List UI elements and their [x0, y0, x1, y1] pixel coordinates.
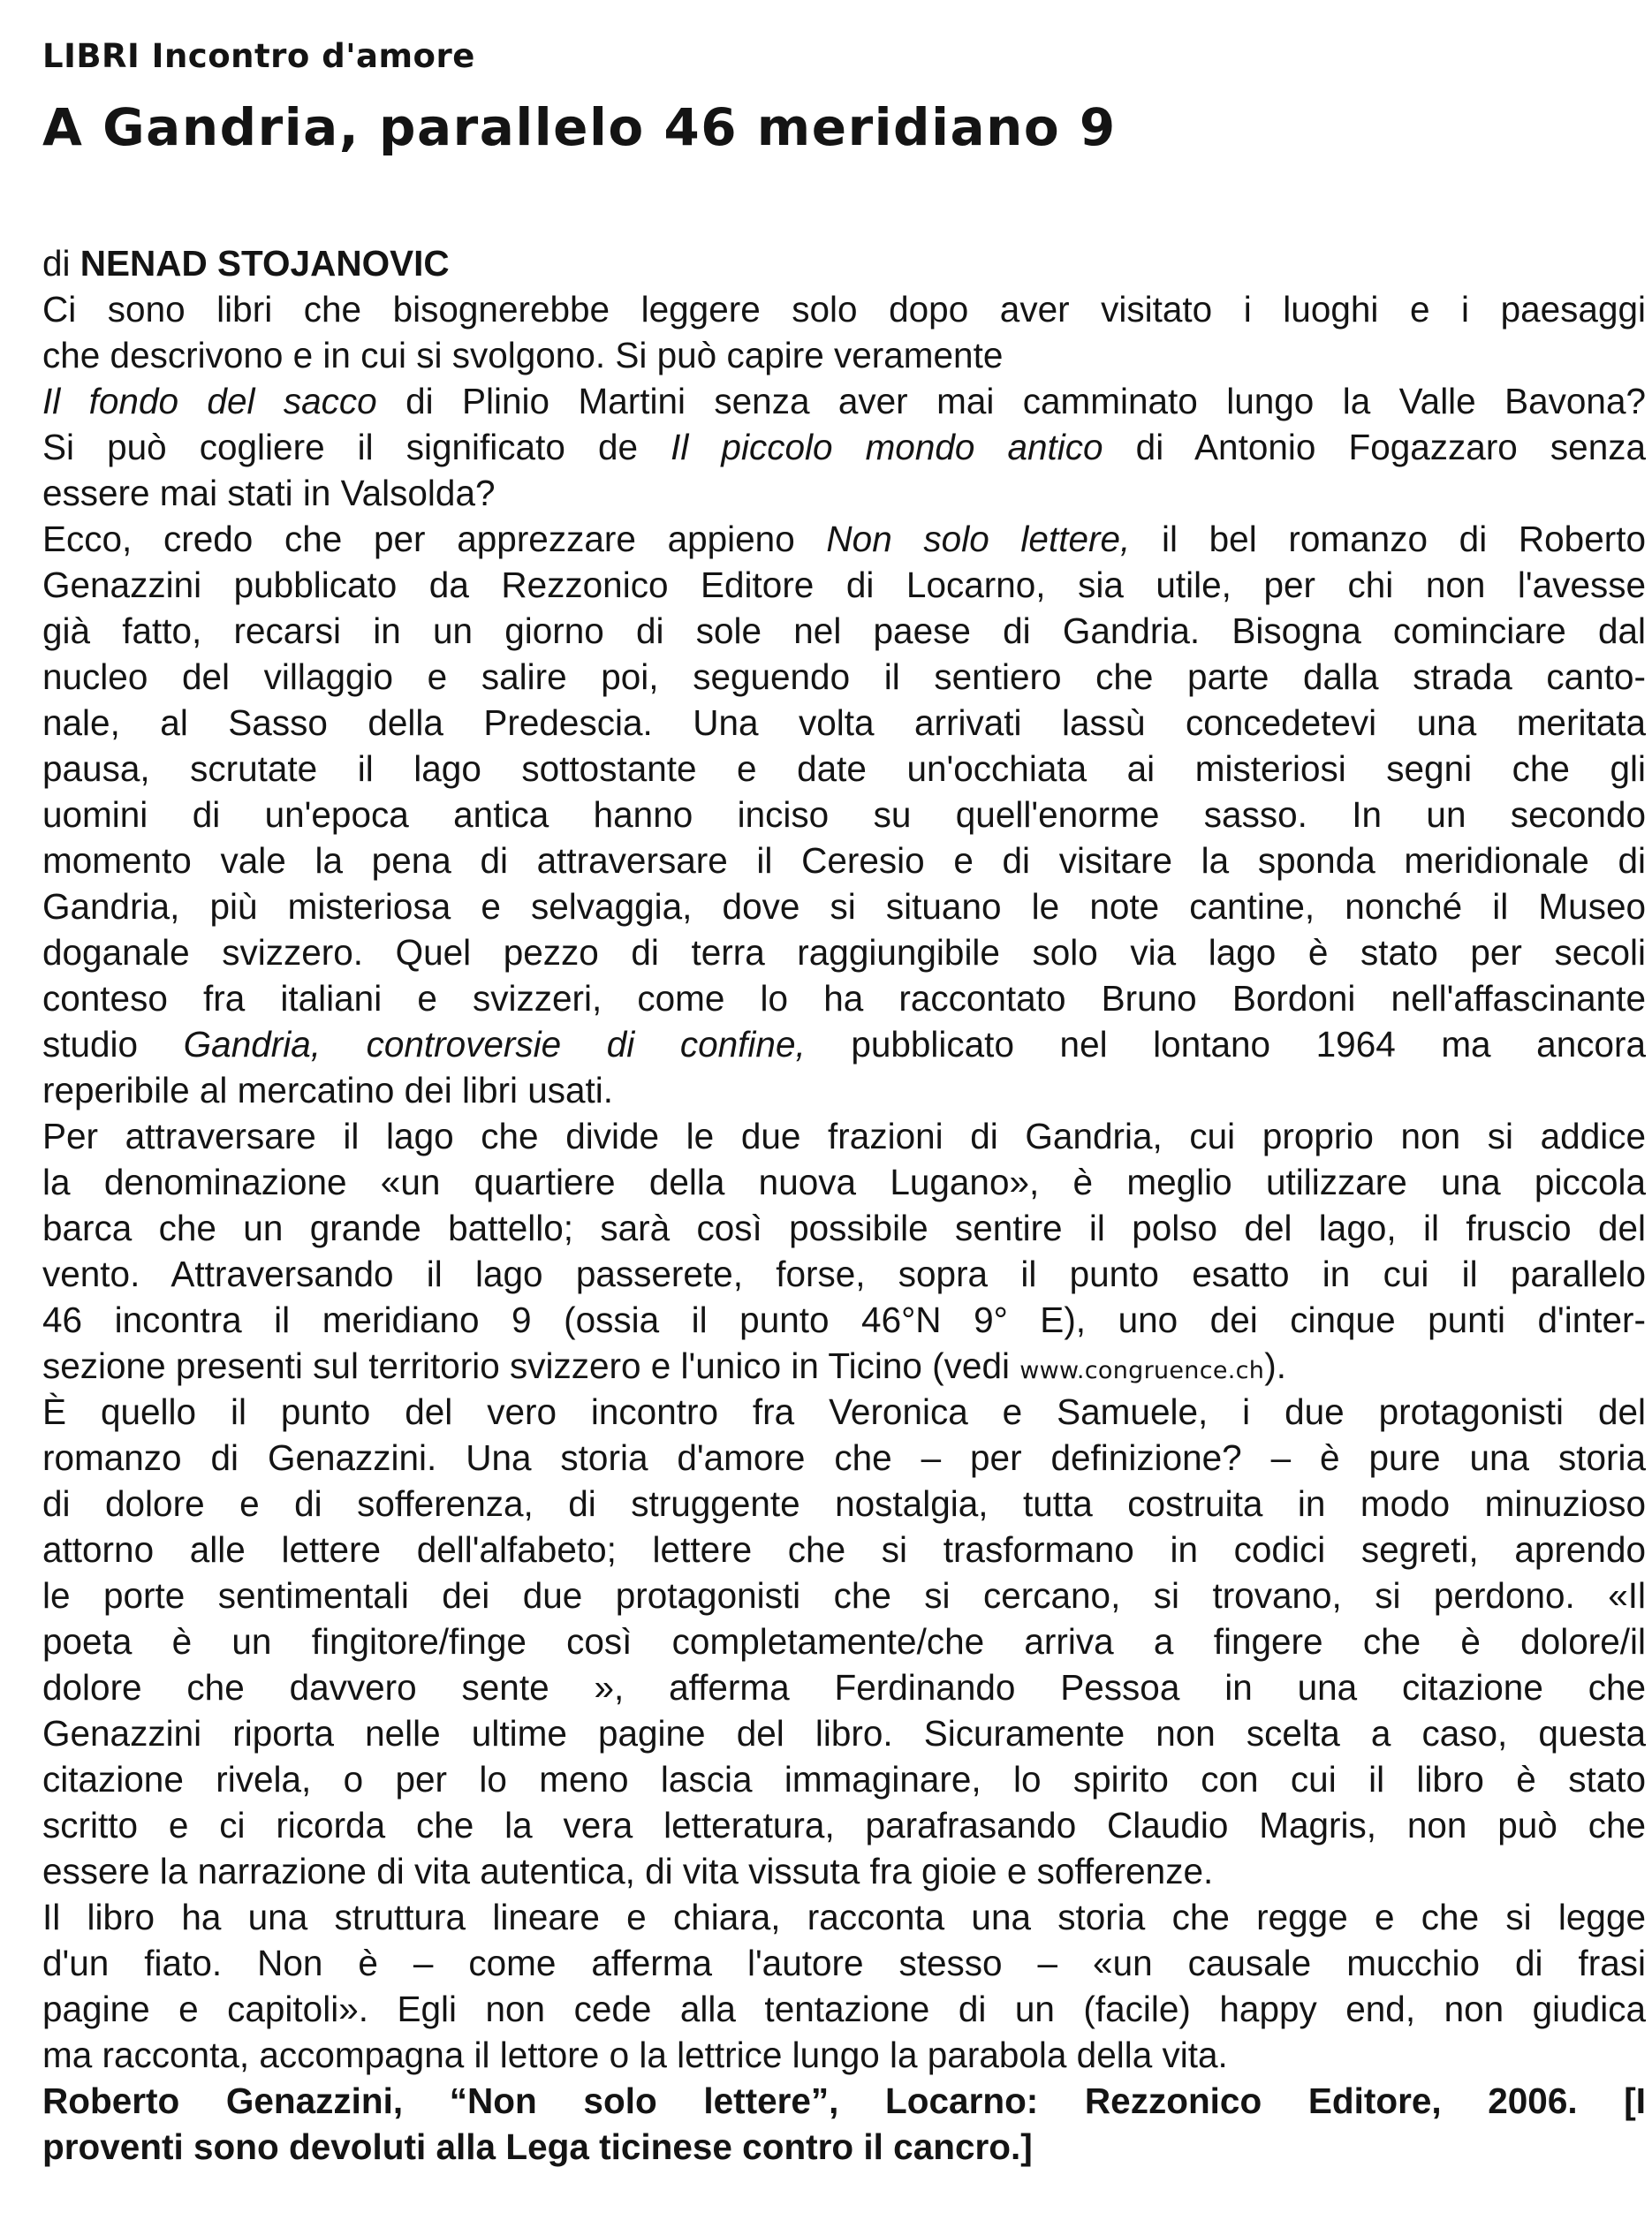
text-line: essere la narrazione di vita autentica, di vita vissuta fra gioie e sofferenze. [42, 1851, 1214, 1891]
text-line: conteso fra italiani e svizzeri, come lo ha raccontato Bruno Bordoni nell'affascinante [42, 978, 1646, 1019]
text-line: già fatto, recarsi in un giorno di sole nel paese di Gandria. Bisogna cominciare dal [42, 610, 1646, 651]
byline [42, 240, 1646, 286]
website-link[interactable]: www.congruence.ch [1019, 1357, 1265, 1384]
text-line: pausa, scrutate il lago sottostante e date un'occhiata ai misteriosi segni che gli [42, 748, 1646, 789]
text-line: scritto e ci ricorda che la vera letteratura, parafrasando Claudio Magris, non può che [42, 1805, 1646, 1845]
text-line: Il libro ha una struttura lineare e chiara, racconta una storia che regge e che si legge [42, 1897, 1646, 1937]
book-title: Il piccolo mondo antico [671, 427, 1103, 467]
text-line: che descrivono e in cui si svolgono. Si può capire veramente [42, 335, 1004, 375]
text-line: di dolore e di sofferenza, di struggente nostalgia, tutta costruita in modo minuzioso [42, 1483, 1646, 1524]
paragraph-3 [42, 1113, 1646, 1389]
text-line: Ecco, credo che per apprezzare appieno Non solo lettere, il bel romanzo di Roberto [42, 519, 1646, 559]
byline-author: NENAD STOJANOVIC [80, 243, 450, 284]
paragraph-4 [42, 1389, 1646, 1894]
text-line: proventi sono devoluti alla Lega ticinese contro il cancro.] [42, 2126, 1033, 2167]
text-line: Ci sono libri che bisognerebbe leggere solo dopo aver visitato i luoghi e i paesaggi [42, 289, 1646, 330]
text-line: studio Gandria, controversie di confine, pubblicato nel lontano 1964 ma ancora [42, 1024, 1647, 1065]
text-line: Si può cogliere il significato de Il piccolo mondo antico di Antonio Fogazzaro senza [42, 427, 1646, 467]
text-line: Gandria, più misteriosa e selvaggia, dove si situano le note cantine, nonché il Museo [42, 886, 1646, 927]
text-line: Roberto Genazzini, “Non solo lettere”, Locarno: Rezzonico Editore, 2006. [I [42, 2080, 1646, 2121]
text-line: nucleo del villaggio e salire poi, seguendo il sentiero che parte dalla strada canto- [42, 656, 1646, 697]
byline-prefix: di [42, 243, 80, 284]
text-line: essere mai stati in Valsolda? [42, 473, 496, 513]
text-line: uomini di un'epoca antica hanno inciso su quell'enorme sasso. In un secondo [42, 794, 1646, 835]
text-line: dolore che davvero sente », afferma Ferdinando Pessoa in una citazione che [42, 1667, 1646, 1708]
paragraph-1 [42, 286, 1646, 516]
text-line: Genazzini pubblicato da Rezzonico Editore di Locarno, sia utile, per chi non l'avesse [42, 565, 1646, 605]
text-line: la denominazione «un quartiere della nuova Lugano», è meglio utilizzare una piccola [42, 1162, 1646, 1202]
text-line: citazione rivela, o per lo meno lascia immaginare, lo spirito con cui il libro è stato [42, 1759, 1646, 1800]
text-line: reperibile al mercatino dei libri usati. [42, 1070, 614, 1110]
text-line: le porte sentimentali dei due protagonisti che si cercano, si trovano, si perdono. «Il [42, 1575, 1646, 1616]
bibliographic-note [42, 2078, 1646, 2170]
text-line: attorno alle lettere dell'alfabeto; lettere che si trasformano in codici segreti, aprendo [42, 1529, 1646, 1570]
text-line: barca che un grande battello; sarà così possibile sentire il polso del lago, il fruscio del [42, 1208, 1646, 1248]
text-line: ma racconta, accompagna il lettore o la lettrice lungo la parabola della vita. [42, 2035, 1228, 2075]
text-line: È quello il punto del vero incontro fra Veronica e Samuele, i due protagonisti del [42, 1391, 1646, 1432]
text-line: Il fondo del sacco di Plinio Martini senza aver mai camminato lungo la Valle Bavona? [42, 381, 1646, 421]
text-line: nale, al Sasso della Predescia. Una volta arrivati lassù concedetevi una meritata [42, 702, 1646, 743]
article-page [42, 35, 1646, 2191]
section-kicker: LIBRI Incontro d'amore [42, 37, 475, 75]
text-line: d'un fiato. Non è – come afferma l'autore stesso – «un causale mucchio di frasi [42, 1943, 1646, 1983]
article-body [42, 240, 1646, 2170]
text-line: poeta è un fingitore/finge così completamente/che arriva a fingere che è dolore/il [42, 1621, 1646, 1662]
text-line: 46 incontra il meridiano 9 (ossia il punto 46°N 9° E), uno dei cinque punti d'inter- [42, 1300, 1646, 1340]
text-line: vento. Attraversando il lago passerete, forse, sopra il punto esatto in cui il parallelo [42, 1254, 1646, 1294]
book-title: Gandria, controversie di confine, [183, 1024, 806, 1065]
paragraph-5 [42, 1894, 1646, 2078]
text-line: Per attraversare il lago che divide le due frazioni di Gandria, cui proprio non si addice [42, 1116, 1646, 1156]
text-line: momento vale la pena di attraversare il Ceresio e di visitare la sponda meridionale di [42, 840, 1646, 881]
book-title: Il fondo del sacco [42, 381, 377, 421]
text-line: romanzo di Genazzini. Una storia d'amore che – per definizione? – è pure una storia [42, 1437, 1646, 1478]
text-line: pagine e capitoli». Egli non cede alla tentazione di un (facile) happy end, non giudica [42, 1989, 1646, 2029]
book-title: Non solo lettere, [826, 519, 1131, 559]
text-line: sezione presenti sul territorio svizzero e l'unico in Ticino (vedi www.congruence.ch). [42, 1345, 1286, 1386]
article-title: A Gandria, parallelo 46 meridiano 9 [42, 97, 1117, 157]
text-line: doganale svizzero. Quel pezzo di terra raggiungibile solo via lago è stato per secoli [42, 932, 1646, 973]
text-line: Genazzini riporta nelle ultime pagine del libro. Sicuramente non scelta a caso, questa [42, 1713, 1646, 1754]
paragraph-2 [42, 516, 1646, 1113]
